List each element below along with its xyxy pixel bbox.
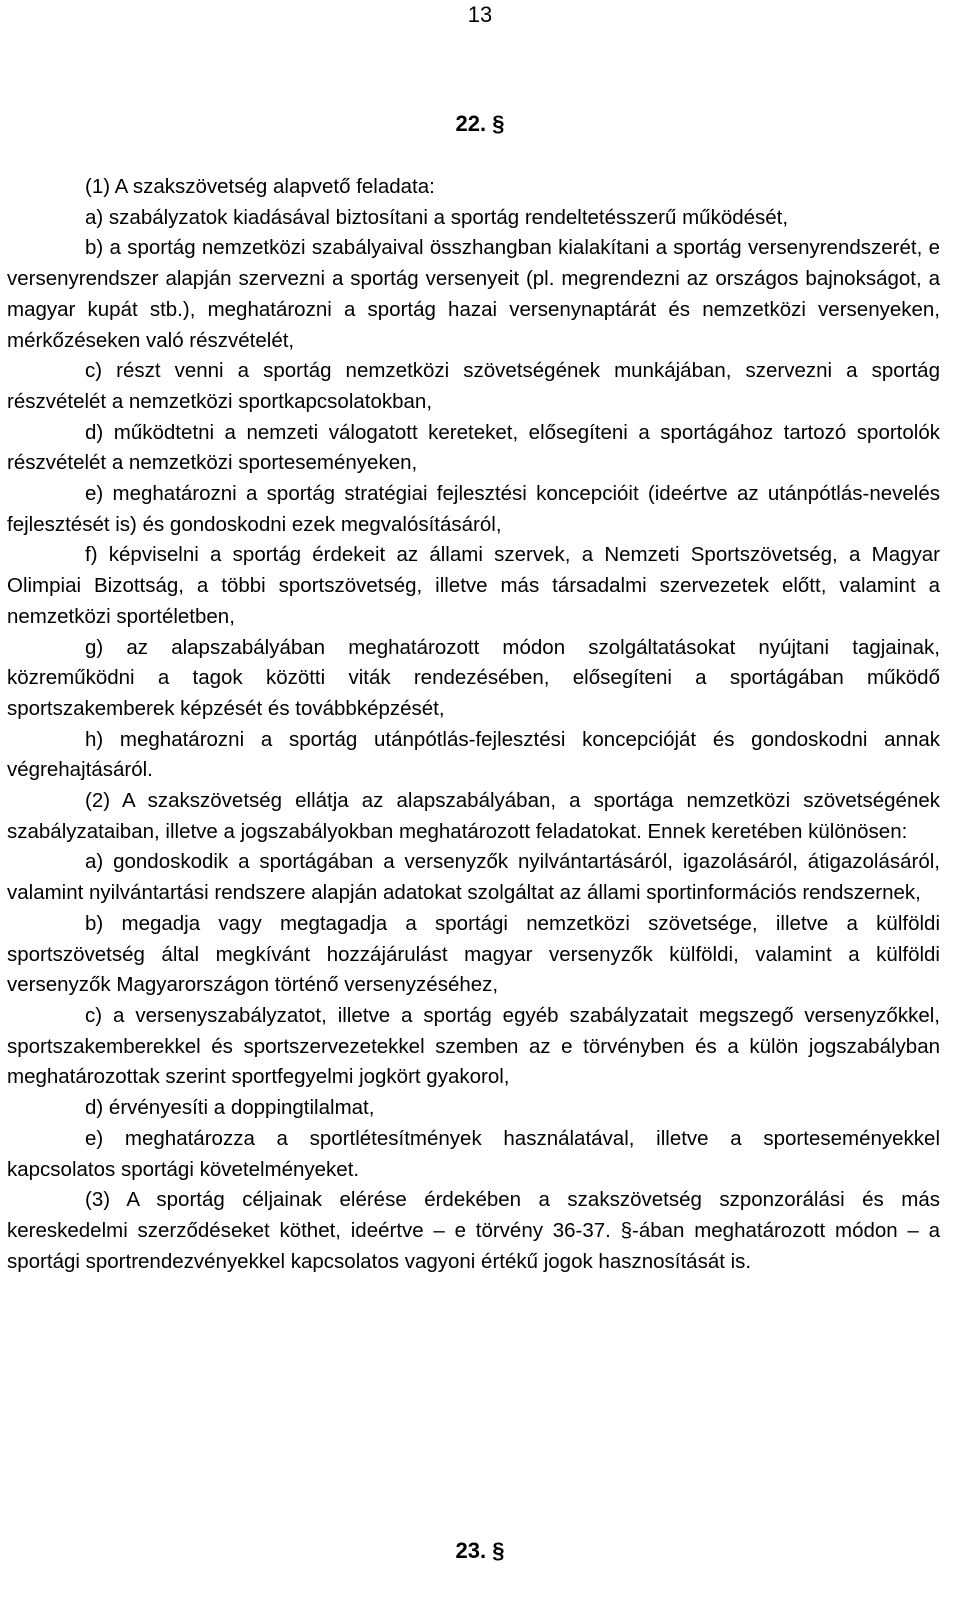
item-1-e: e) meghatározni a sportág stratégiai fejlesztési koncepcióit (ideértve az utánpótlás-nevelés fejlesztését is) és gondoskodni ezek megvalósításáról, — [7, 482, 940, 536]
item-1-h: h) meghatározni a sportág utánpótlás-fejlesztési koncepcióját és gondoskodni annak végrehajtásáról. — [7, 727, 940, 782]
item-1-d: d) működtetni a nemzeti válogatott kereteket, elősegíteni a sportágához tartozó sportolók részvételét a nemzetközi sporteseményeken, — [7, 420, 940, 475]
item-2-a: a) gondoskodik a sportágában a versenyzők nyilvántartásáról, igazolásáról, átigazolásáról, valamint nyilvántartási rendszere alapján adatokat szolgáltat az állami sportinformációs rendszernek, — [7, 850, 940, 905]
section-heading-22: 22. § — [455, 111, 505, 136]
item-1-f: f) képviselni a sportág érdekeit az állami szervek, a Nemzeti Sportszövetség, a Magyar Olimpiai Bizottság, a többi sportszövetség, illetve más társadalmi szervezetek előtt, valamint a nemzetközi sportéletben, — [7, 543, 940, 628]
item-1-a: a) szabályzatok kiadásával biztosítani a sportág rendeltetésszerű működését, — [85, 205, 789, 229]
section-22-body — [7, 172, 940, 1277]
paragraph-2-intro: (2) A szakszövetség ellátja az alapszabályában, a sportága nemzetközi szövetségének szabályzataiban, illetve a jogszabályokban meghatározott feladatokat. Ennek keretében különösen: — [7, 789, 940, 843]
item-2-b: b) megadja vagy megtagadja a sportági nemzetközi szövetsége, illetve a külföldi sportszövetség által megkívánt hozzájárulást magyar versenyzők külföldi, valamint a külföldi versenyzők Magyarországon történő versenyzéséhez, — [7, 911, 940, 997]
paragraph-3: (3) A sportág céljainak elérése érdekében a szakszövetség szponzorálási és más kereskedelmi szerződéseket köthet, ideértve – e törvény 36-37. §-ában meghatározott módon – a sportági sportrendezvényekkel kapcsolatos vagyoni értékű jogok hasznosítását is. — [7, 1188, 940, 1273]
item-2-c: c) a versenyszabályzatot, illetve a sportág egyéb szabályzatait megszegő versenyzőkkel, sportszakemberekkel és sportszervezetekkel szemben az e törvényben és a külön jogszabályban meghatározottak szerint sportfegyelmi jogkört gyakorol, — [7, 1003, 940, 1089]
section-heading-23: 23. § — [455, 1538, 505, 1563]
page-number: 13 — [467, 2, 493, 27]
item-2-e: e) meghatározza a sportlétesítmények használatával, illetve a sporteseményekkel kapcsolatos sportági követelményeket. — [7, 1126, 940, 1181]
item-2-d: d) érvényesíti a doppingtilalmat, — [85, 1096, 375, 1120]
item-1-b: b) a sportág nemzetközi szabályaival összhangban kialakítani a sportág versenyrendszerét, e versenyrendszer alapján szervezni a sportág versenyeit (pl. megrendezni az országos bajnokságot, a magyar kupát stb.), meghatározni a sportág hazai versenynaptárát és nemzetközi versenyeken, mérkőzéseken való részvételét, — [7, 236, 940, 352]
item-1-g: g) az alapszabályában meghatározott módon szolgáltatásokat nyújtani tagjainak, közreműködni a tagok közötti viták rendezésében, elősegíteni a sportágában működő sportszakemberek képzését és továbbképzését, — [7, 635, 940, 720]
paragraph-1-intro: (1) A szakszövetség alapvető feladata: — [85, 175, 435, 198]
item-1-c: c) részt venni a sportág nemzetközi szövetségének munkájában, szervezni a sportág részvételét a nemzetközi sportkapcsolatokban, — [7, 359, 940, 413]
